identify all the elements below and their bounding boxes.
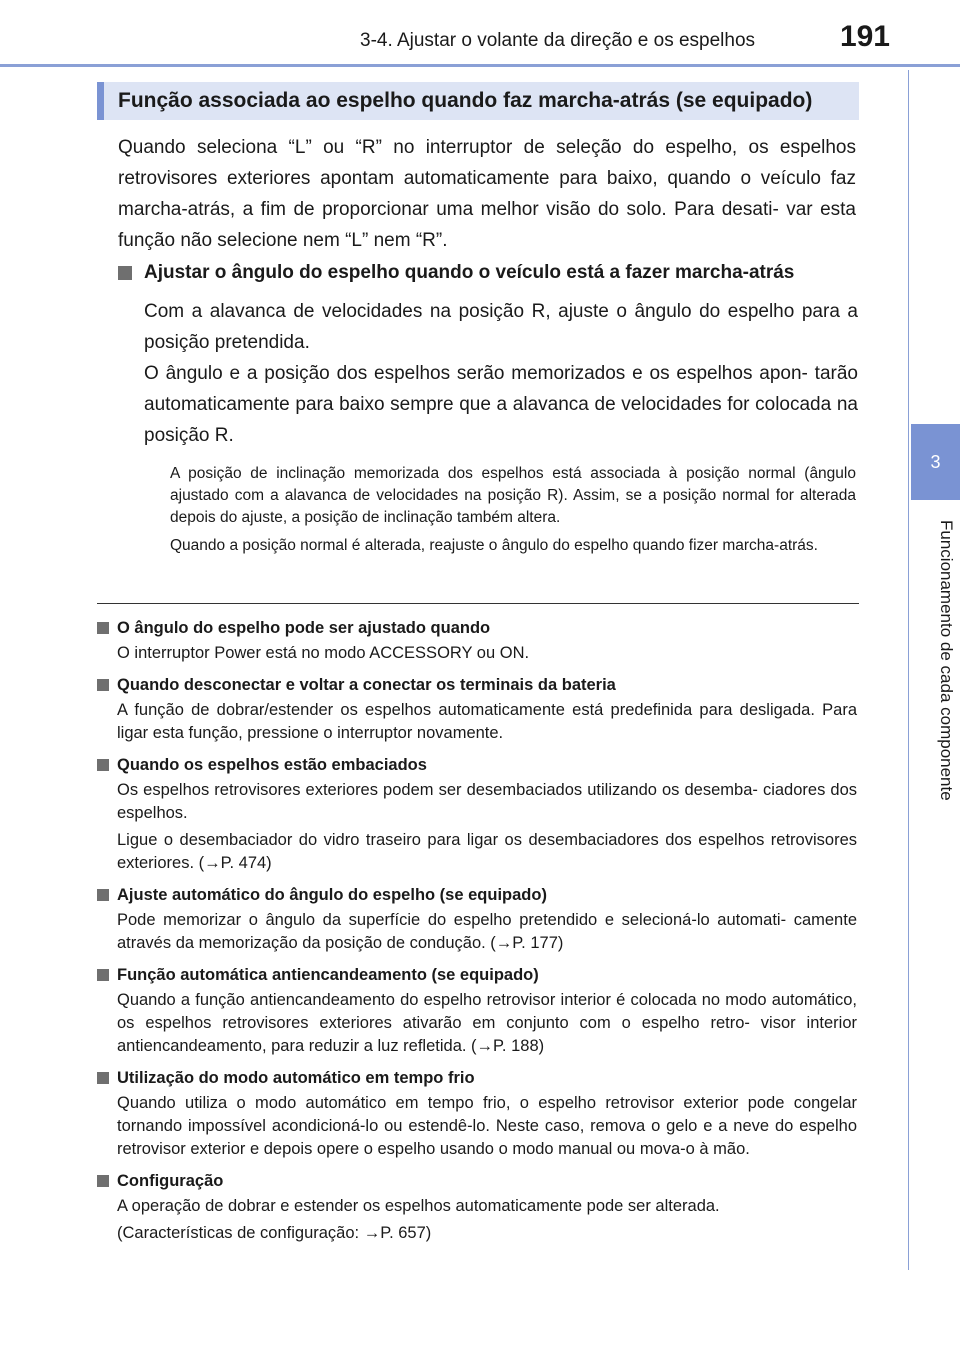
info-title — [97, 1169, 857, 1193]
info-item — [97, 753, 857, 875]
info-title — [97, 1066, 857, 1090]
square-bullet-icon — [97, 969, 109, 981]
square-bullet-icon — [97, 1072, 109, 1084]
info-body — [117, 699, 857, 745]
info-item — [97, 673, 857, 745]
info-title — [97, 673, 857, 697]
info-paragraph: (Características de configuração: →P. 657) — [117, 1224, 432, 1242]
info-title — [97, 883, 857, 907]
info-paragraph: Os espelhos retrovisores exteriores podem ser desembaciados utilizando os desemba- ciadores dos espelhos. — [117, 781, 857, 822]
section-divider — [97, 603, 859, 604]
info-paragraph: O interruptor Power está no modo ACCESSORY ou ON. — [117, 644, 530, 662]
square-bullet-icon — [97, 1175, 109, 1187]
side-rule — [908, 70, 909, 1270]
note-paragraph: A posição de inclinação memorizada dos espelhos está associada à posição normal (ângulo ajustado com a alavanca de velocidades na posição R). Assim, se a posição normal for alterada depois do ajuste, a posição de inclinação também altera. — [170, 465, 856, 526]
square-bullet-icon — [118, 266, 132, 280]
info-item — [97, 616, 857, 665]
subsection-heading — [118, 262, 858, 284]
info-paragraph: Quando utiliza o modo automático em tempo frio, o espelho retrovisor exterior pode congelar tornando impossível acondicioná-lo ou estendê-lo. Neste caso, remova o gelo e a neve do espelho retrovisor exterior e depois opere o espelho usando o modo manual ou mova-o à mão. — [117, 1094, 857, 1158]
info-body — [117, 1195, 857, 1245]
info-title-text: Função automática antiencandeamento (se equipado) — [117, 966, 539, 984]
subsection-notes — [170, 463, 856, 557]
info-paragraph: A função de dobrar/estender os espelhos automaticamente está predefinida para desligada. Para ligar esta função, pressione o interruptor novamente. — [117, 701, 857, 742]
chapter-tab: 3 — [911, 424, 960, 500]
square-bullet-icon — [97, 889, 109, 901]
subsection-heading-text: Ajustar o ângulo do espelho quando o veículo está a fazer marcha-atrás — [144, 262, 795, 283]
subsection — [118, 262, 858, 563]
info-title — [97, 616, 857, 640]
section-intro: Quando seleciona “L” ou “R” no interruptor de seleção do espelho, os espelhos retrovisores exteriores apontam automaticamente para baixo, quando o veículo faz marcha-atrás, a fim de proporcionar uma melhor visão do solo. Para desati- var esta função não selecione nem “L” nem “R”. — [118, 137, 856, 251]
info-title — [97, 963, 857, 987]
info-item — [97, 963, 857, 1058]
square-bullet-icon — [97, 622, 109, 634]
info-body — [117, 779, 857, 875]
info-title-text: Configuração — [117, 1172, 224, 1190]
info-body — [117, 642, 857, 665]
info-title-text: Quando os espelhos estão embaciados — [117, 756, 427, 774]
info-paragraph: A operação de dobrar e estender os espelhos automaticamente pode ser alterada. — [117, 1197, 720, 1215]
subsection-paragraph: Com a alavanca de velocidades na posição R, ajuste o ângulo do espelho para a posição pretendida. — [144, 301, 858, 353]
info-list — [97, 616, 857, 1253]
info-title-text: Quando desconectar e voltar a conectar os terminais da bateria — [117, 676, 616, 694]
info-body — [117, 909, 857, 955]
info-title-text: O ângulo do espelho pode ser ajustado quando — [117, 619, 491, 637]
info-item — [97, 883, 857, 955]
note-paragraph: Quando a posição normal é alterada, reajuste o ângulo do espelho quando fizer marcha-atrás. — [170, 537, 818, 554]
square-bullet-icon — [97, 679, 109, 691]
section-heading: Função associada ao espelho quando faz marcha-atrás (se equipado) — [97, 82, 859, 120]
info-title — [97, 753, 857, 777]
info-body — [117, 989, 857, 1058]
header-rule — [0, 64, 960, 67]
square-bullet-icon — [97, 759, 109, 771]
subsection-paragraph: O ângulo e a posição dos espelhos serão memorizados e os espelhos apon- tarão automaticamente para baixo sempre que a alavanca de velocidades for colocada na posição R. — [144, 363, 858, 446]
running-header: 3-4. Ajustar o volante da direção e os espelhos — [360, 30, 756, 51]
chapter-caption: Funcionamento de cada componente — [937, 520, 956, 801]
info-paragraph: Ligue o desembaciador do vidro traseiro para ligar os desembaciadores dos espelhos retrovisores exteriores. (→P. 474) — [117, 831, 857, 872]
info-paragraph: Quando a função antiencandeamento do espelho retrovisor interior é colocada no modo automático, os espelhos retrovisores exteriores ativarão em conjunto com o espelho retro- visor interior antiencandeamento, para reduzir a luz refletida. (→P. 188) — [117, 991, 857, 1055]
info-paragraph: Pode memorizar o ângulo da superfície do espelho pretendido e selecioná-lo automati- camente através da memorização da posição de condução. (→P. 177) — [117, 911, 857, 952]
subsection-body — [144, 296, 858, 451]
page-number: 191 — [839, 20, 890, 53]
info-body — [117, 1092, 857, 1161]
info-title-text: Ajuste automático do ângulo do espelho (se equipado) — [117, 886, 547, 904]
info-item — [97, 1066, 857, 1161]
info-title-text: Utilização do modo automático em tempo frio — [117, 1069, 475, 1087]
info-item — [97, 1169, 857, 1245]
